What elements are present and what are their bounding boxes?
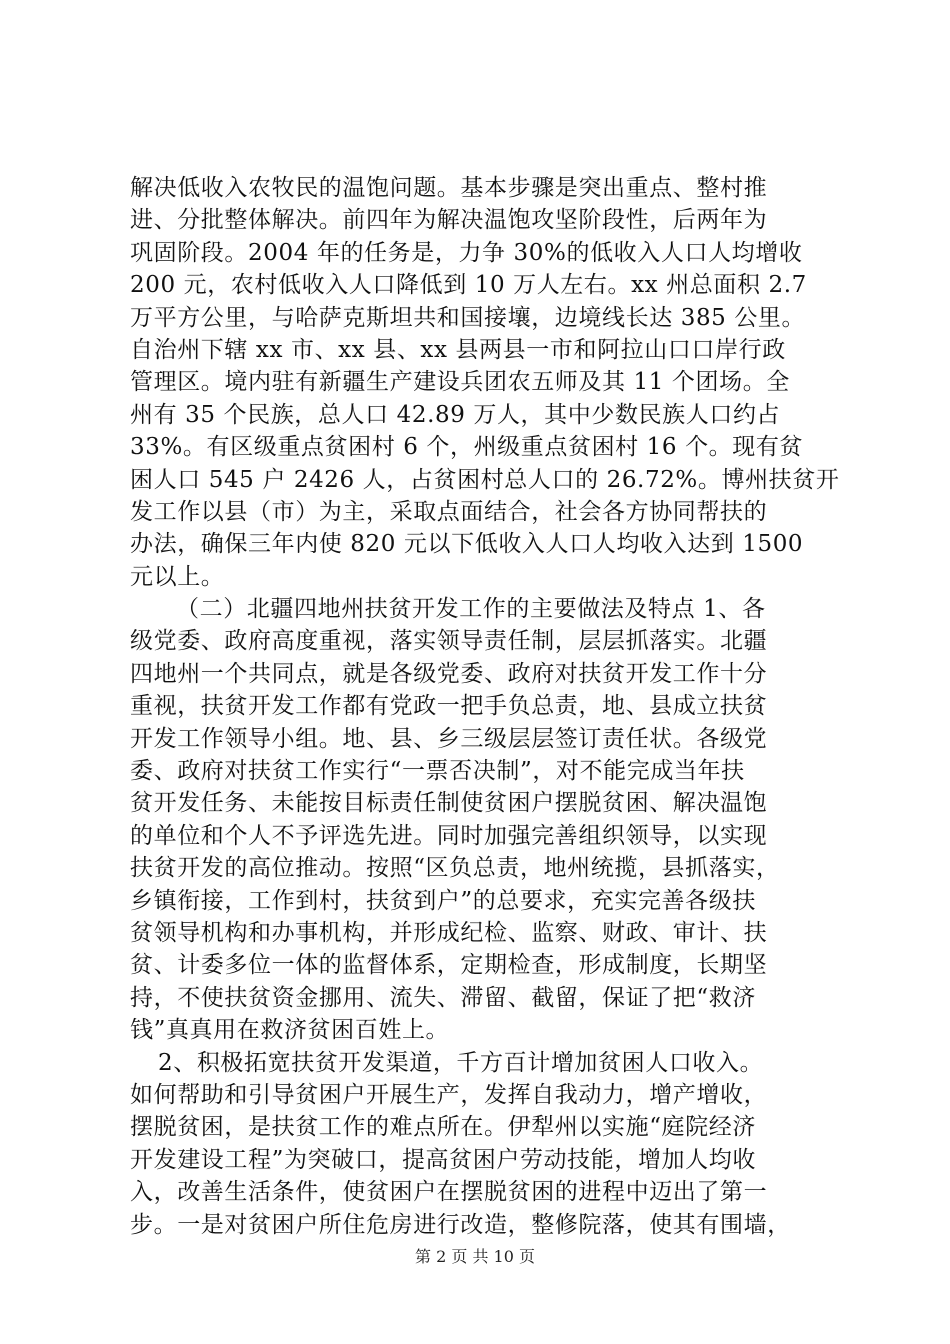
text-line: 委、政府对扶贫工作实行“一票否决制”，对不能完成当年扶: [130, 758, 745, 785]
text-line: 钱”真真用在救济贫困百姓上。: [130, 1017, 450, 1044]
section-heading-line: （二）北疆四地州扶贫开发工作的主要做法及特点 1、各: [176, 596, 766, 623]
page-number-label: 第 2 页 共 10 页: [415, 1247, 535, 1266]
text-line: 重视，扶贫开发工作都有党政一把手负总责，地、县成立扶贫: [130, 693, 768, 720]
text-line: 开发建设工程”为突破口，提高贫困户劳动技能，增加人均收: [130, 1146, 756, 1173]
text-line: 困人口 545 户 2426 人，占贫困村总人口的 26.72%。博州扶贫开: [130, 466, 840, 493]
text-line: 扶贫开发的高位推动。按照“区负总责，地州统揽，县抓落实，: [130, 855, 780, 882]
text-line: 发工作以县（市）为主，采取点面结合，社会各方协同帮扶的: [130, 498, 768, 525]
text-line: 解决低收入农牧民的温饱问题。基本步骤是突出重点、整村推: [130, 175, 768, 201]
text-line: 级党委、政府高度重视，落实领导责任制，层层抓落实。北疆: [130, 628, 768, 655]
text-line: 贫领导机构和办事机构，并形成纪检、监察、财政、审计、扶: [130, 919, 768, 946]
text-line: 入，改善生活条件，使贫困户在摆脱贫困的进程中迈出了第一: [130, 1179, 768, 1206]
text-line: 自治州下辖 xx 市、xx 县、xx 县两县一市和阿拉山口口岸行政: [130, 336, 786, 363]
text-line: 摆脱贫困，是扶贫工作的难点所在。伊犁州以实施“庭院经济: [130, 1114, 756, 1141]
text-line: 巩固阶段。2004 年的任务是，力争 30%的低收入人口人均增收: [130, 239, 803, 266]
text-line: 进、分批整体解决。前四年为解决温饱攻坚阶段性，后两年为: [130, 207, 768, 234]
text-line: 四地州一个共同点，就是各级党委、政府对扶贫开发工作十分: [130, 660, 768, 687]
text-line: 万平方公里，与哈萨克斯坦共和国接壤，边境线长达 385 公里。: [130, 304, 806, 331]
page-footer: [0, 1244, 950, 1267]
text-line: 如何帮助和引导贫困户开展生产，发挥自我动力，增产增收，: [130, 1081, 768, 1108]
text-line: 开发工作领导小组。地、县、乡三级层层签订责任状。各级党: [130, 725, 768, 752]
text-line: 元以上。: [130, 563, 225, 590]
paragraph-start-line: 2、积极拓宽扶贫开发渠道，千方百计增加贫困人口收入。: [158, 1049, 764, 1076]
text-line: 州有 35 个民族，总人口 42.89 万人，其中少数民族人口约占: [130, 401, 781, 428]
text-line: 33%。有区级重点贫困村 6 个，州级重点贫困村 16 个。现有贫: [130, 434, 804, 461]
text-line: 贫开发任务、未能按目标责任制使贫困户摆脱贫困、解决温饱: [130, 790, 768, 817]
text-line: 的单位和个人不予评选先进。同时加强完善组织领导，以实现: [130, 822, 768, 849]
text-line: 步。一是对贫困户所住危房进行改造，整修院落，使其有围墙，: [130, 1211, 791, 1238]
document-body: [130, 172, 840, 1241]
text-line: 办法，确保三年内使 820 元以下低收入人口人均收入达到 1500: [130, 531, 804, 558]
text-line: 管理区。境内驻有新疆生产建设兵团农五师及其 11 个团场。全: [130, 369, 790, 396]
text-line: 贫、计委多位一体的监督体系，定期检查，形成制度，长期坚: [130, 952, 768, 979]
text-line: 持，不使扶贫资金挪用、流失、滞留、截留，保证了把“救济: [130, 984, 756, 1011]
text-line: 乡镇衔接，工作到村，扶贫到户”的总要求，充实完善各级扶: [130, 887, 756, 914]
text-line: 200 元，农村低收入人口降低到 10 万人左右。xx 州总面积 2.7: [130, 272, 807, 299]
